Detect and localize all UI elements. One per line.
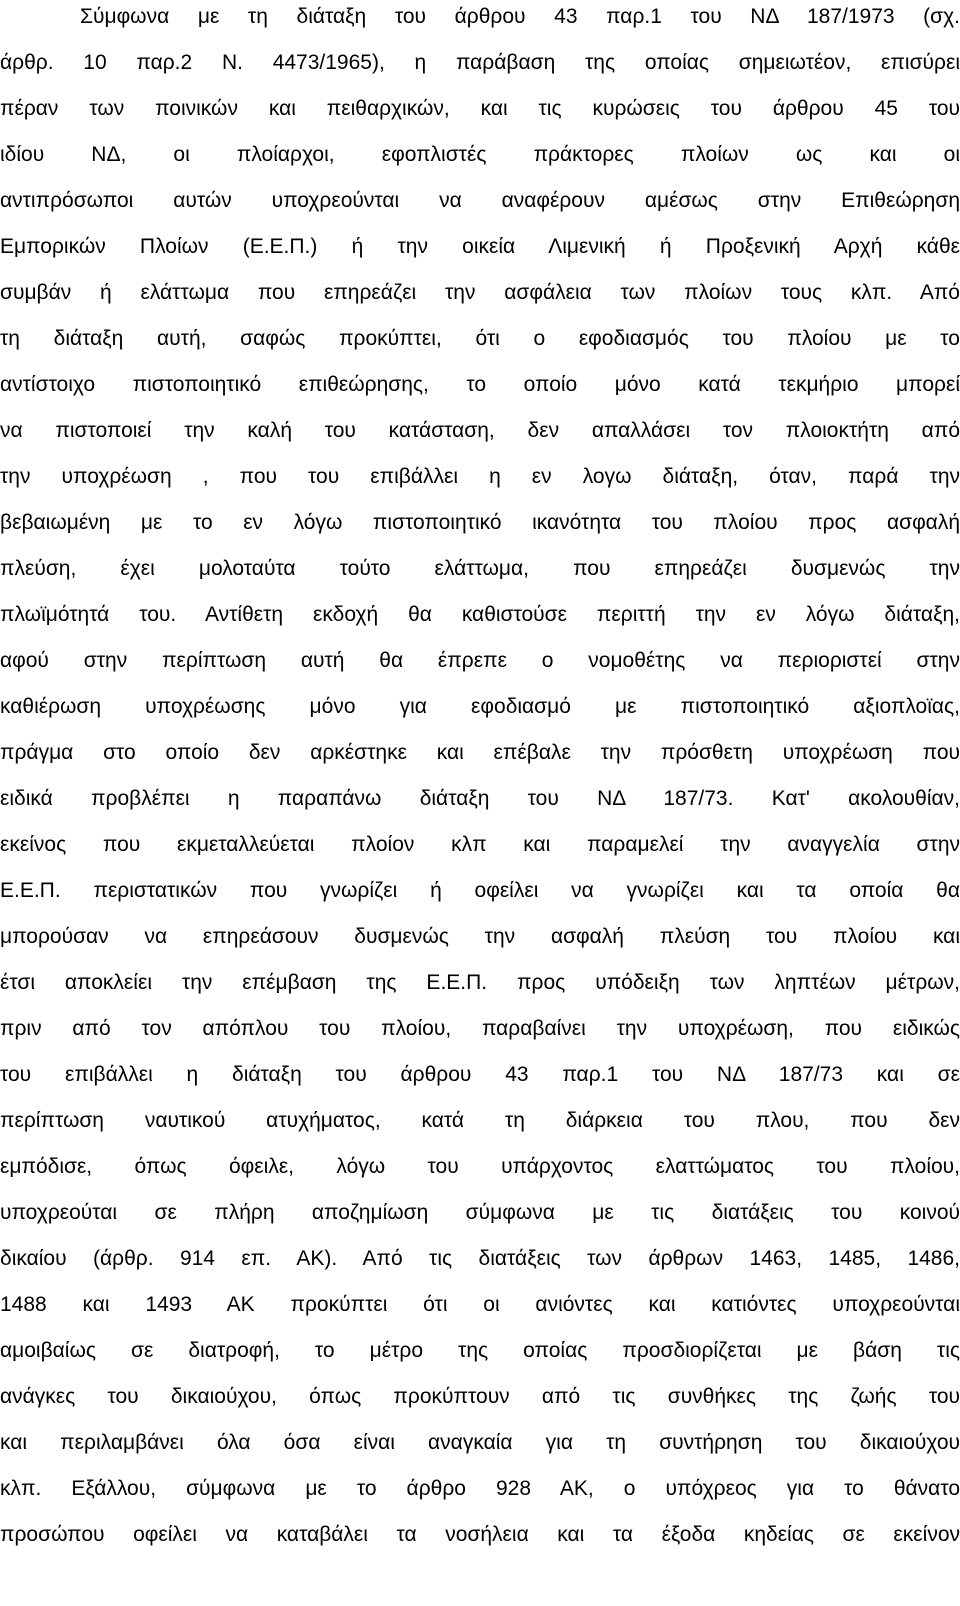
text-line: ανάγκες του δικαιούχου, όπως προκύπτουν από τις συνθήκες της ζωής του [0,1385,960,1408]
text-line: περίπτωση ναυτικού ατυχήματος, κατά τη διάρκεια του πλου, που δεν [0,1109,960,1132]
text-line: Σύμφωνα με τη διάταξη του άρθρου 43 παρ.1 του ΝΔ 187/1973 (σχ. [80,5,960,28]
text-line: να πιστοποιεί την καλή του κατάσταση, δεν απαλλάσει τον πλοιοκτήτη από [0,419,960,442]
text-line: υποχρεούται σε πλήρη αποζημίωση σύμφωνα με τις διατάξεις του κοινού [0,1201,960,1224]
text-line: Εμπορικών Πλοίων (Ε.Ε.Π.) ή την οικεία Λιμενική ή Προξενική Αρχή κάθε [0,235,960,258]
text-line: κλπ. Εξάλλου, σύμφωνα με το άρθρο 928 ΑΚ, ο υπόχρεος για το θάνατο [0,1477,960,1500]
text-line: και περιλαμβάνει όλα όσα είναι αναγκαία για τη συντήρηση του δικαιούχου [0,1431,960,1454]
text-line: τη διάταξη αυτή, σαφώς προκύπτει, ότι ο εφοδιασμός του πλοίου με το [0,327,960,350]
text-line: καθιέρωση υποχρέωσης μόνο για εφοδιασμό με πιστοποιητικό αξιοπλοϊας, [0,695,960,718]
text-line: πέραν των ποινικών και πειθαρχικών, και τις κυρώσεις του άρθρου 45 του [0,97,960,120]
text-line: προσώπου οφείλει να καταβάλει τα νοσήλεια και τα έξοδα κηδείας σε εκείνον [0,1523,960,1546]
text-line: ιδίου ΝΔ, οι πλοίαρχοι, εφοπλιστές πράκτορες πλοίων ως και οι [0,143,960,166]
text-line: πλωϊμότητά του. Αντίθετη εκδοχή θα καθιστούσε περιττή την εν λόγω διάταξη, [0,603,960,626]
text-line: Ε.Ε.Π. περιστατικών που γνωρίζει ή οφείλει να γνωρίζει και τα οποία θα [0,879,960,902]
text-line: 1488 και 1493 ΑΚ προκύπτει ότι οι ανιόντες και κατιόντες υποχρεούνται [0,1293,960,1316]
text-line: του επιβάλλει η διάταξη του άρθρου 43 παρ.1 του ΝΔ 187/73 και σε [0,1063,960,1086]
text-line: έτσι αποκλείει την επέμβαση της Ε.Ε.Π. προς υπόδειξη των ληπτέων μέτρων, [0,971,960,994]
text-line: άρθρ. 10 παρ.2 Ν. 4473/1965), η παράβαση της οποίας σημειωτέον, επισύρει [0,51,960,74]
text-line: εκείνος που εκμεταλλεύεται πλοίον κλπ και παραμελεί την αναγγελία στην [0,833,960,856]
text-line: πράγμα στο οποίο δεν αρκέστηκε και επέβαλε την πρόσθετη υποχρέωση που [0,741,960,764]
text-line: εμπόδισε, όπως όφειλε, λόγω του υπάρχοντος ελαττώματος του πλοίου, [0,1155,960,1178]
text-line: συμβάν ή ελάττωμα που επηρεάζει την ασφάλεια των πλοίων τους κλπ. Από [0,281,960,304]
text-line: αντίστοιχο πιστοποιητικό επιθεώρησης, το οποίο μόνο κατά τεκμήριο μπορεί [0,373,960,396]
text-line: πριν από τον απόπλου του πλοίου, παραβαίνει την υποχρέωση, που ειδικώς [0,1017,960,1040]
text-line: βεβαιωμένη με το εν λόγω πιστοποιητικό ικανότητα του πλοίου προς ασφαλή [0,511,960,534]
text-line: δικαίου (άρθρ. 914 επ. ΑΚ). Από τις διατάξεις των άρθρων 1463, 1485, 1486, [0,1247,960,1270]
text-line: την υποχρέωση , που του επιβάλλει η εν λογω διάταξη, όταν, παρά την [0,465,960,488]
text-line: μπορούσαν να επηρεάσουν δυσμενώς την ασφαλή πλεύση του πλοίου και [0,925,960,948]
text-line: αμοιβαίως σε διατροφή, το μέτρο της οποίας προσδιορίζεται με βάση τις [0,1339,960,1362]
text-line: πλεύση, έχει μολοταύτα τούτο ελάττωμα, που επηρεάζει δυσμενώς την [0,557,960,580]
text-line: αφού στην περίπτωση αυτή θα έπρεπε ο νομοθέτης να περιοριστεί στην [0,649,960,672]
text-line: ειδικά προβλέπει η παραπάνω διάταξη του ΝΔ 187/73. Κατ' ακολουθίαν, [0,787,960,810]
text-line: αντιπρόσωποι αυτών υποχρεούνται να αναφέρουν αμέσως στην Επιθεώρηση [0,189,960,212]
